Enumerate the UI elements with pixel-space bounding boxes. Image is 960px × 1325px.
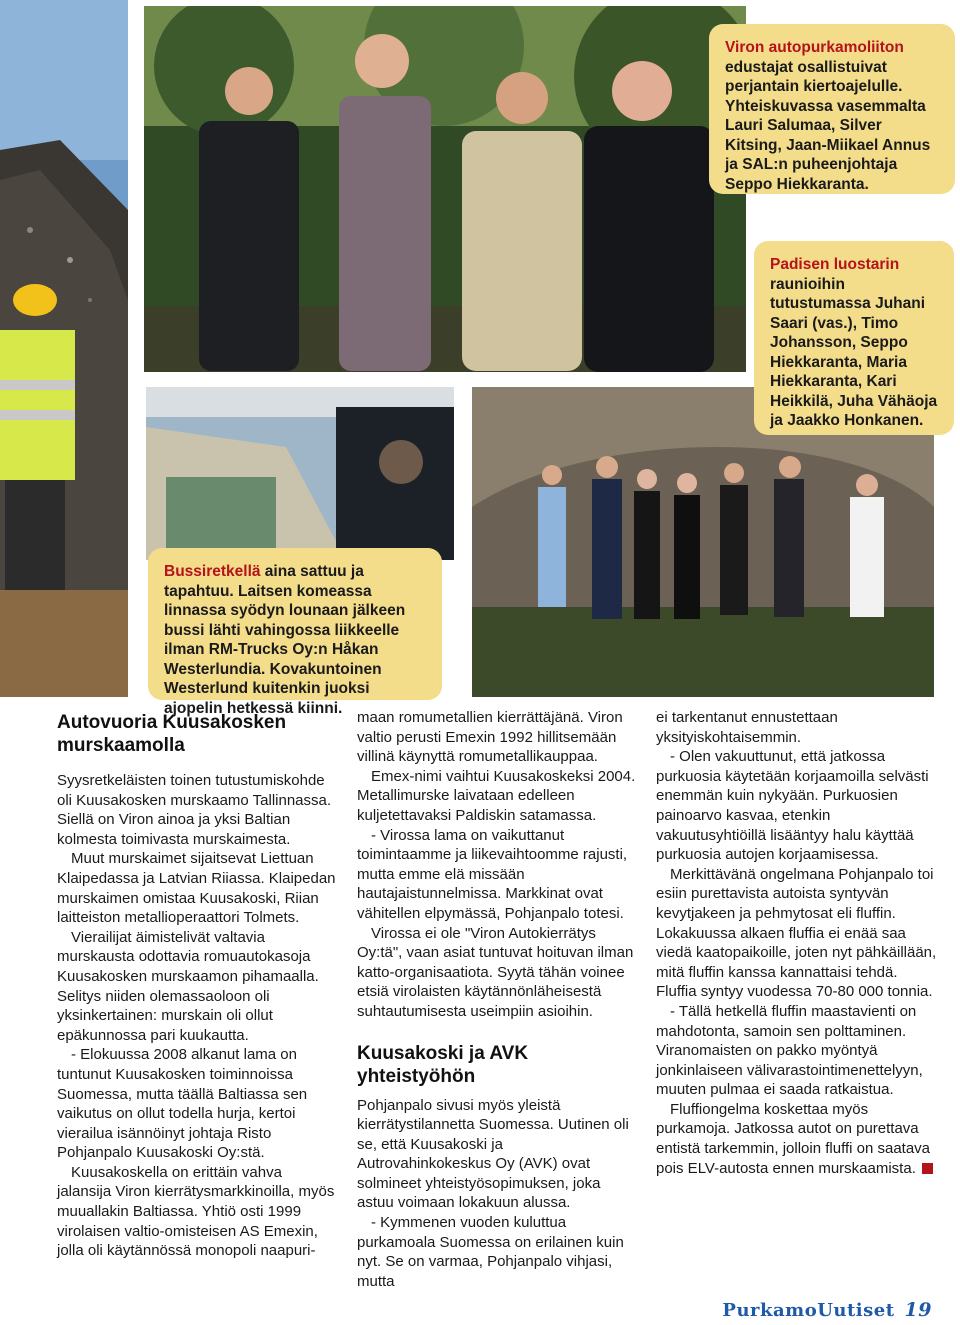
article-title: Autovuoria Kuusakosken murskaamolla — [57, 712, 287, 756]
caption-top-highlight: Viron autopurkamoliiton — [725, 39, 904, 56]
col3-paragraph: - Olen vakuuttunut, että jatkossa purkuosia käytetään korjaamoilla selvästi enemmän kuin nykyään. Purkuosien painoarvo kasvaa, etenkin vakuutusyhtiöillä lisääntyy halu käyttää purkuosia autojen korjaamisessa. — [656, 748, 929, 864]
caption-top — [709, 24, 955, 194]
caption-bus-highlight: Bussiretkellä — [164, 563, 261, 580]
col1-paragraph: Vierailijat äimistelivät valtavia murskausta odottavia romuautokasoja Kuusakosken murskaamon pihamaalla. Selitys niiden olemassaoloon oli yksinkertainen: murskain oli ollut epäkunnossa pari kuukautta. — [57, 928, 319, 1044]
caption-bus — [148, 548, 442, 717]
article-subtitle: Kuusakoski ja AVK yhteistyöhön — [357, 1042, 529, 1087]
col1-paragraph: Kuusakoskella on erittäin vahva jalansija Viron kierrätysmarkkinoilla, myös muuallakin Baltiassa. Yhtiö osti 1999 virolaisen valtio-omisteisen AS Emexin, jolla oli käytännössä monopoli naapuri- — [57, 1163, 335, 1260]
col3-paragraph: - Tällä hetkellä fluffin maastavienti on mahdotonta, samoin sen polttaminen. Viranomaisten on pakko myöntyä jonkinlaiseen välivarastointimenettelyyn, muuten pulmaa ei saada ratkaistua. — [656, 1002, 923, 1099]
col2-paragraph: - Kymmenen vuoden kuluttua purkamoala Suomessa on erilainen kuin nyt. Se on varmaa, Pohjanpalo vihjasi, mutta — [357, 1214, 624, 1290]
caption-middle-text: raunioihin tutustumassa Juhani Saari (vas.), Timo Johansson, Seppo Hiekkaranta, Maria Hiekkaranta, Kari Heikkilä, Juha Vähäoja ja Jaakko Honkanen. — [770, 275, 938, 429]
col1-paragraph: Syysretkeläisten toinen tutustumiskohde oli Kuusakosken murskaamo Tallinnassa. Siellä on Viron ainoa ja yksi Baltian kolmesta toimivasta murskaimesta. — [57, 772, 332, 848]
article-column-2 — [357, 708, 637, 1291]
page-number: 19 — [904, 1299, 932, 1321]
col3-paragraph: Merkittävänä ongelmana Pohjanpalo toi esiin purettavista autoista syntyvän kevytjakeen ja pehmytosat eli fluffin. Lokakuussa alkaen fluffia ei enää saa viedä kaatopaikoille, joten nyt pähkäillään, mitä fluffin kanssa kannattaisi tehdä. Fluffia syntyy vuodessa 70-80 000 tonnia. — [656, 865, 937, 1001]
page-footer — [722, 1299, 932, 1321]
magazine-name: PurkamoUutiset — [722, 1300, 895, 1321]
col2-paragraph: - Virossa lama on vaikuttanut toimintaamme ja liikevaihtoomme rajusti, mutta emme elä missään hautajaistunnelmissa. Markkinat ovat vähitellen elpymässä, Pohjanpalo totesi. — [357, 826, 628, 922]
col2-paragraph: Pohjanpalo sivusi myös yleistä kierrätystilannetta Suomessa. Uutinen oli se, että Kuusakoski ja Autrovahinkokeskus Oy (AVK) ovat solmineet yhteistyösopimuksen, joka astuu voimaan lokakuun alussa. — [357, 1096, 629, 1212]
end-mark-icon — [922, 1163, 933, 1174]
caption-middle — [754, 241, 954, 435]
caption-middle-highlight: Padisen luostarin — [770, 256, 900, 273]
col2-paragraph: Emex-nimi vaihtui Kuusakoskeksi 2004. Metallimurske laivataan edelleen kuljetettavaksi Paldiskin satamassa. — [357, 767, 636, 824]
article-column-1 — [57, 708, 339, 1261]
caption-bus-text: aina sattuu ja tapahtuu. Laitsen komeassa linnassa syödyn lounaan jälkeen bussi lähti vahingossa liikkeelle ilman RM-Trucks Oy:n Håkan Westerlundia. Kovakuntoinen Westerlund kuitenkin juoksi ajopelin hetkessä kiinni. — [164, 563, 406, 717]
photo-scrapyard-worker — [0, 0, 128, 697]
col1-paragraph: - Elokuussa 2008 alkanut lama on tuntunut Kuusakosken toiminnoissa Suomessa, mutta täällä Baltiassa sen vaikutus on ollut todella hurja, kertoi vierailua isännöinyt johtaja Risto Pohjanpalo Kuusakoski Oy:stä. — [57, 1046, 308, 1162]
article-column-3 — [656, 708, 938, 1178]
col1-paragraph: Muut murskaimet sijaitsevat Liettuan Klaipedassa ja Latvian Riiassa. Klaipedan murskaimen omistaa Kuusakoski, Riian laitteiston metallioperaattori Tolmets. — [57, 850, 336, 927]
col3-paragraph: Fluffiongelma koskettaa myös purkamoja. Jatkossa autot on purettava entistä tarkemmin, jolloin fluffi on saatava pois ELV-autosta ennen murskaamista. — [656, 1100, 931, 1177]
photo-bus-trip — [146, 387, 454, 560]
col2-paragraph: Virossa ei ole "Viron Autokierrätys Oy:tä", vaan asiat tuntuvat hoituvan ilman katto-organisaatiota. Syytä tähän voinee etsiä virolaisten käytännönläheisestä suhtautumisesta useimpiin asioihin. — [357, 924, 634, 1020]
col2-paragraph: maan romumetallien kierrättäjänä. Viron valtio perusti Emexin 1992 hillitsemään villinä käynyttä romumetallikauppaa. — [357, 709, 623, 766]
photo-viron-autopurkamoliitto — [144, 6, 746, 372]
col3-last-paragraph — [656, 1100, 938, 1178]
col3-paragraph: ei tarkentanut ennustettaan yksityiskohtaisemmin. — [656, 709, 838, 746]
caption-top-text: edustajat osallistuivat perjantain kiertoajelulle. Yhteiskuvassa vasemmalta Lauri Salumaa, Silver Kitsing, Jaan-Miikael Annus ja SAL:n puheenjohtaja Seppo Hiekkaranta. — [725, 58, 931, 193]
